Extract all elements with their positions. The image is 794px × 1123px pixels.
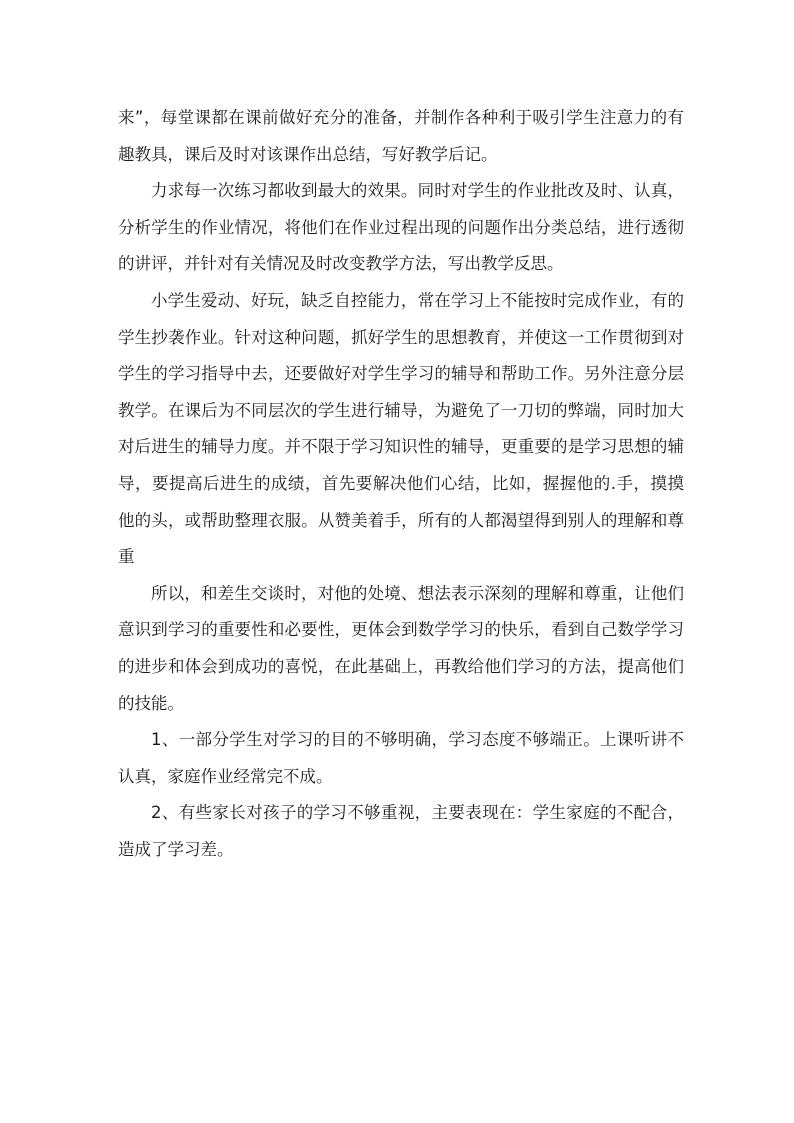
paragraph-4: 所以，和差生交谈时，对他的处境、想法表示深刻的理解和尊重，让他们意识到学习的重要性和必要性，更体会到数学学习的快乐，看到自己数学学习的进步和体会到成功的喜悦，在此基础上，再教给他们学习的方法，提高他们的技能。 xyxy=(118,583,684,713)
paragraph-2: 力求每一次练习都收到最大的效果。同时对学生的作业批改及时、认真，分析学生的作业情况，将他们在作业过程出现的问题作出分类总结，进行透彻的讲评，并针对有关情况及时改变教学方法，写出教学反思。 xyxy=(118,181,684,274)
paragraph-3: 小学生爱动、好玩，缺乏自控能力，常在学习上不能按时完成作业，有的学生抄袭作业。针对这种问题，抓好学生的思想教育，并使这一工作贯彻到对学生的学习指导中去，还要做好对学生学习的辅导和帮助工作。另外注意分层教学。在课后为不同层次的学生进行辅导，为避免了一刀切的弊端，同时加大对后进生的辅导力度。并不限于学习知识性的辅导，更重要的是学习思想的辅导，要提高后进生的成绩，首先要解决他们心结，比如，握握他的.手，摸摸他的头，或帮助整理衣服。从赞美着手，所有的人都渴望得到别人的理解和尊重 xyxy=(118,290,684,567)
paragraph-1: 来”，每堂课都在课前做好充分的准备，并制作各种利于吸引学生注意力的有趣教具，课后及时对该课作出总结，写好教学后记。 xyxy=(118,108,684,164)
paragraph-5: 1、一部分学生对学习的目的不够明确，学习态度不够端正。上课听讲不认真，家庭作业经常完不成。 xyxy=(118,730,684,786)
document-body xyxy=(118,100,684,868)
paragraph-6: 2、有些家长对孩子的学习不够重视，主要表现在：学生家庭的不配合，造成了学习差。 xyxy=(118,803,684,859)
